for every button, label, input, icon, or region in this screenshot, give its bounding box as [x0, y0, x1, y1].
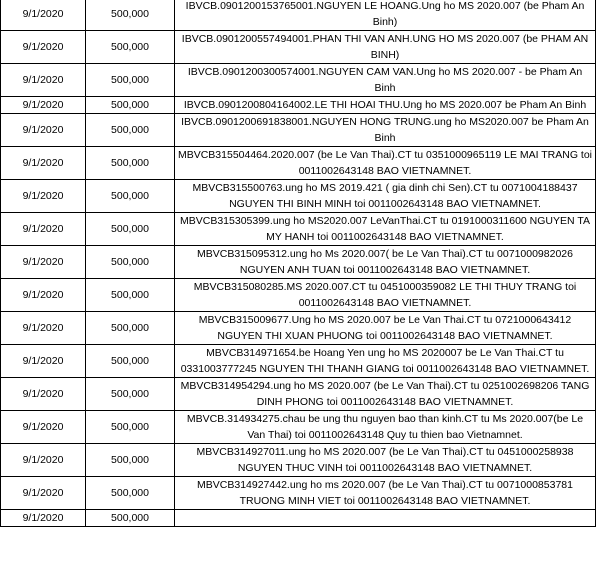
amount-cell: 500,000 — [86, 477, 175, 510]
date-cell: 9/1/2020 — [1, 345, 86, 378]
date-cell: 9/1/2020 — [1, 213, 86, 246]
amount-cell: 500,000 — [86, 510, 175, 527]
description-cell: MBVCB315080285.MS 2020.007.CT tu 0451000359082 LE THI THUY TRANG toi 0011002643148 BAO VIETNAMNET. — [175, 279, 596, 312]
amount-cell: 500,000 — [86, 411, 175, 444]
description-cell: MBVCB315305399.ung ho MS2020.007 LeVanThai.CT tu 0191000311600 NGUYEN TA MY HANH toi 0011002643148 BAO VIETNAMNET. — [175, 213, 596, 246]
description-cell: MBVCB315504464.2020.007 (be Le Van Thai).CT tu 0351000965119 LE MAI TRANG toi 0011002643148 BAO VIETNAMNET. — [175, 147, 596, 180]
table-row — [1, 411, 596, 444]
description-cell: MBVCB315009677.Ung ho MS 2020.007 be Le Van Thai.CT tu 0721000643412 NGUYEN THI XUAN PHUONG toi 0011002643148 BAO VIETNAMNET. — [175, 312, 596, 345]
amount-cell: 500,000 — [86, 0, 175, 31]
date-cell: 9/1/2020 — [1, 444, 86, 477]
description-cell: IBVCB.0901200804164002.LE THI HOAI THU.Ung ho MS 2020.007 be Pham An Binh — [175, 97, 596, 114]
table-row — [1, 477, 596, 510]
table-row — [1, 345, 596, 378]
table-row — [1, 279, 596, 312]
table-row — [1, 213, 596, 246]
amount-cell: 500,000 — [86, 147, 175, 180]
amount-cell: 500,000 — [86, 64, 175, 97]
description-cell: MBVCB314954294.ung ho MS 2020.007 (be Le Van Thai).CT tu 0251002698206 TANG DINH PHONG toi 0011002643148 BAO VIETNAMNET. — [175, 378, 596, 411]
amount-cell: 500,000 — [86, 246, 175, 279]
description-cell: IBVCB.0901200557494001.PHAN THI VAN ANH.UNG HO MS 2020.007 (be PHAM AN BINH) — [175, 31, 596, 64]
table-row — [1, 510, 596, 527]
date-cell: 9/1/2020 — [1, 279, 86, 312]
table-row — [1, 97, 596, 114]
table-row — [1, 444, 596, 477]
amount-cell: 500,000 — [86, 312, 175, 345]
table-row — [1, 0, 596, 31]
table-row — [1, 114, 596, 147]
amount-cell: 500,000 — [86, 345, 175, 378]
date-cell: 9/1/2020 — [1, 411, 86, 444]
date-cell: 9/1/2020 — [1, 147, 86, 180]
description-cell: MBVCB314927442.ung ho ms 2020.007 (be Le Van Thai).CT tu 0071000853781 TRUONG MINH VIET toi 0011002643148 BAO VIETNAMNET. — [175, 477, 596, 510]
description-cell — [175, 510, 596, 527]
amount-cell: 500,000 — [86, 31, 175, 64]
description-cell: IBVCB.0901200153765001.NGUYEN LE HOANG.Ung ho MS 2020.007 (be Pham An Binh) — [175, 0, 596, 31]
date-cell: 9/1/2020 — [1, 510, 86, 527]
table-row — [1, 64, 596, 97]
description-cell: MBVCB314971654.be Hoang Yen ung ho MS 2020007 be Le Van Thai.CT tu 0331003777245 NGUYEN THI THANH GIANG toi 0011002643148 BAO VIETNAMNET. — [175, 345, 596, 378]
table-row — [1, 312, 596, 345]
description-cell: IBVCB.0901200691838001.NGUYEN HONG TRUNG.ung ho MS2020.007 be Pham An Binh — [175, 114, 596, 147]
date-cell: 9/1/2020 — [1, 378, 86, 411]
table-body — [1, 0, 596, 527]
date-cell: 9/1/2020 — [1, 246, 86, 279]
date-cell: 9/1/2020 — [1, 31, 86, 64]
date-cell: 9/1/2020 — [1, 114, 86, 147]
date-cell: 9/1/2020 — [1, 97, 86, 114]
date-cell: 9/1/2020 — [1, 312, 86, 345]
date-cell: 9/1/2020 — [1, 0, 86, 31]
description-cell: MBVCB315095312.ung ho Ms 2020.007( be Le Van Thai).CT tu 0071000982026 NGUYEN ANH TUAN toi 0011002643148 BAO VIETNAMNET. — [175, 246, 596, 279]
amount-cell: 500,000 — [86, 378, 175, 411]
date-cell: 9/1/2020 — [1, 64, 86, 97]
description-cell: IBVCB.0901200300574001.NGUYEN CAM VAN.Ung ho MS 2020.007 - be Pham An Binh — [175, 64, 596, 97]
date-cell: 9/1/2020 — [1, 180, 86, 213]
table-row — [1, 246, 596, 279]
amount-cell: 500,000 — [86, 444, 175, 477]
description-cell: MBVCB.314934275.chau be ung thu nguyen bao than kinh.CT tu Ms 2020.007(be Le Van Thai) toi 0011002643148 Quy tu thien bao Vietnamnet. — [175, 411, 596, 444]
amount-cell: 500,000 — [86, 180, 175, 213]
amount-cell: 500,000 — [86, 213, 175, 246]
amount-cell: 500,000 — [86, 279, 175, 312]
table-row — [1, 180, 596, 213]
amount-cell: 500,000 — [86, 114, 175, 147]
amount-cell: 500,000 — [86, 97, 175, 114]
description-cell: MBVCB315500763.ung ho MS 2019.421 ( gia dinh chi Sen).CT tu 0071004188437 NGUYEN THI BINH MINH toi 0011002643148 BAO VIETNAMNET. — [175, 180, 596, 213]
description-cell: MBVCB314927011.ung ho MS 2020.007 (be Le Van Thai).CT tu 0451000258938 NGUYEN THUC VINH toi 0011002643148 BAO VIETNAMNET. — [175, 444, 596, 477]
table-row — [1, 31, 596, 64]
table-row — [1, 147, 596, 180]
date-cell: 9/1/2020 — [1, 477, 86, 510]
table-row — [1, 378, 596, 411]
